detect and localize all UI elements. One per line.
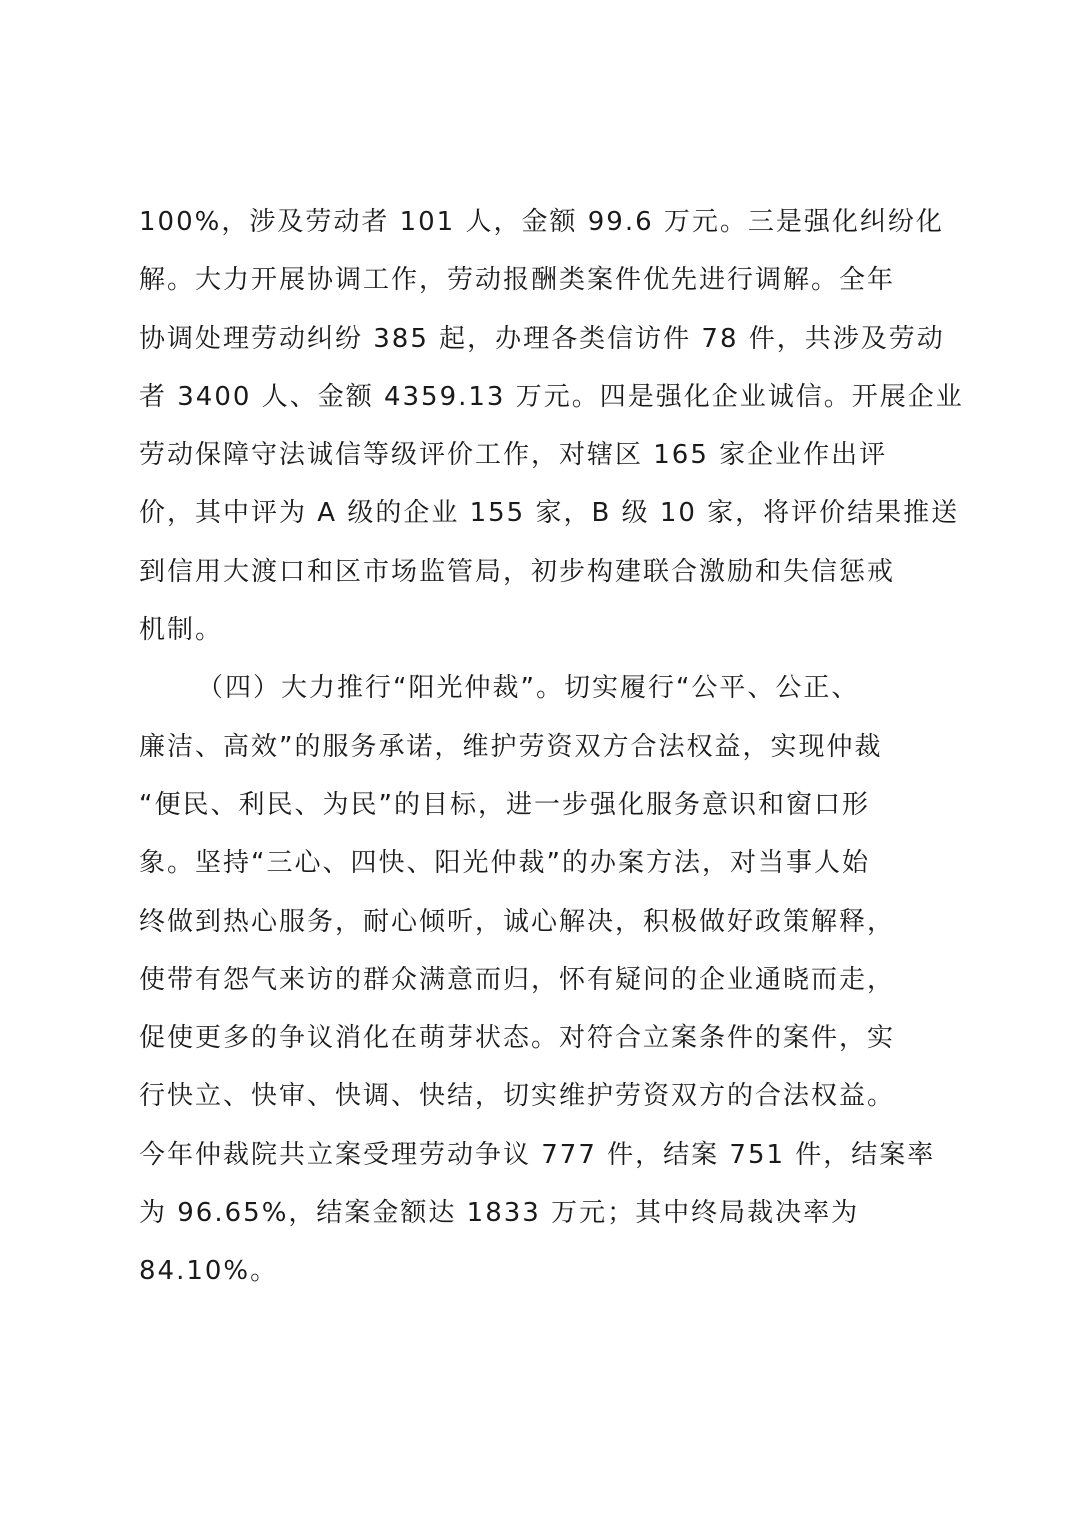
text-line: 为 96.65%，结案金额达 1833 万元；其中终局裁决率为 — [139, 1198, 860, 1229]
text-line: 84.10%。 — [139, 1256, 279, 1287]
text-line: 到信用大渡口和区市场监管局，初步构建联合激励和失信惩戒 — [139, 556, 896, 587]
text-line: 协调处理劳动纠纷 385 起，办理各类信访件 78 件，共涉及劳动 — [139, 323, 945, 354]
text-line: “便民、利民、为民”的目标，进一步强化服务意识和窗口形 — [139, 789, 870, 820]
text-line: 终做到热心服务，耐心倾听，诚心解决，积极做好政策解释， — [139, 906, 896, 937]
text-line: 廉洁、高效”的服务承诺，维护劳资双方合法权益，实现仲裁 — [139, 731, 883, 762]
text-line: 象。坚持“三心、四快、阳光仲裁”的办案方法，对当事人始 — [139, 848, 870, 879]
text-line: 使带有怨气来访的群众满意而归，怀有疑问的企业通晓而走， — [139, 964, 896, 995]
text-line: 者 3400 人、金额 4359.13 万元。四是强化企业诚信。开展企业 — [139, 381, 964, 412]
text-line: 今年仲裁院共立案受理劳动争议 777 件，结案 751 件，结案率 — [139, 1139, 936, 1170]
text-line: 100%，涉及劳动者 101 人，金额 99.6 万元。三是强化纠纷化 — [139, 207, 944, 237]
text-line: 行快立、快审、快调、快结，切实维护劳资双方的合法权益。 — [139, 1081, 896, 1112]
text-line: 劳动保障守法诚信等级评价工作，对辖区 165 家企业作出评 — [139, 440, 888, 471]
document-body — [139, 193, 964, 1301]
text-line: 促使更多的争议消化在萌芽状态。对符合立案条件的案件，实 — [139, 1023, 896, 1054]
paragraph-heading-line: （四）大力推行“阳光仲裁”。切实履行“公平、公正、 — [197, 673, 860, 704]
text-line: 解。大力开展协调工作，劳动报酬类案件优先进行调解。全年 — [139, 265, 896, 296]
text-line: 机制。 — [139, 615, 224, 646]
text-line: 价，其中评为 A 级的企业 155 家，B 级 10 家，将评价结果推送 — [139, 498, 960, 529]
